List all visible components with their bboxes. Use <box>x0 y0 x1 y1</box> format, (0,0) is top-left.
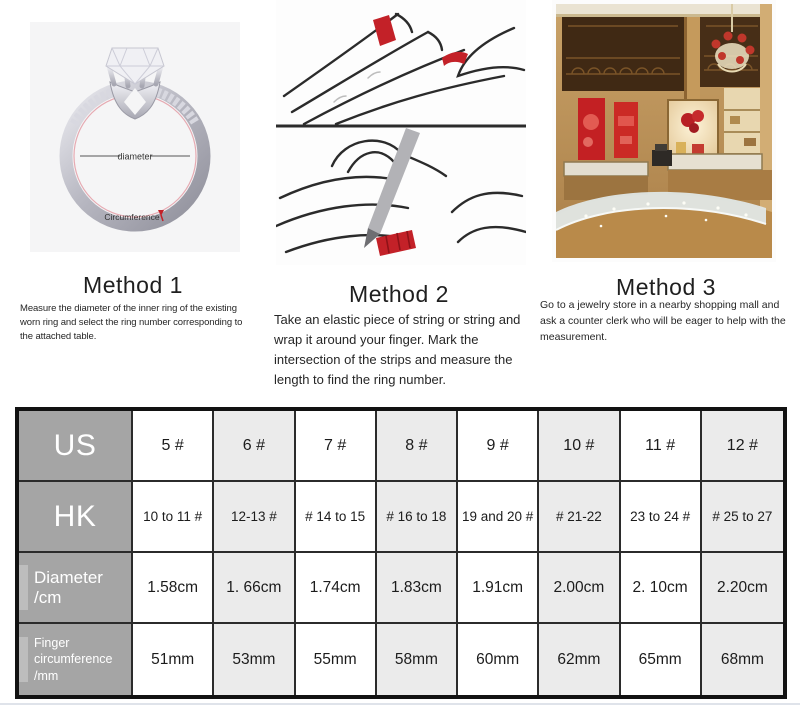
method-2-panel <box>266 0 532 400</box>
hands-drawing-svg <box>276 0 526 265</box>
display-niche <box>668 100 718 158</box>
ring-diameter-illustration <box>30 22 240 252</box>
method-3-title: Method 3 <box>616 274 716 300</box>
method-1-title: Method 1 <box>83 272 183 298</box>
table-cell: 19 and 20 # <box>458 482 539 553</box>
table-cell: 8 # <box>377 411 458 482</box>
table-cell: 12 # <box>702 411 783 482</box>
table-cell: 65mm <box>621 624 702 695</box>
table-cell: 23 to 24 # <box>621 482 702 553</box>
diameter-label: diameter <box>117 151 153 162</box>
table-cell: 9 # <box>458 411 539 482</box>
method-2-description: Take an elastic piece of string or string and wrap it around your finger. Mark the intersection of the strips and measure the length to find the ring number. <box>274 312 521 388</box>
table-cell: 7 # <box>296 411 377 482</box>
table-cell: # 14 to 15 <box>296 482 377 553</box>
table-cell: 2.00cm <box>539 553 620 624</box>
table-cell: 12-13 # <box>214 482 295 553</box>
table-cell: 11 # <box>621 411 702 482</box>
table-cell: 5 # <box>133 411 214 482</box>
table-cell: 58mm <box>377 624 458 695</box>
method-3-panel <box>532 0 800 400</box>
table-cell: 2.20cm <box>702 553 783 624</box>
table-cell: 1.91cm <box>458 553 539 624</box>
bottom-divider <box>0 703 800 705</box>
row-label-diameter: Diameter /cm <box>19 553 133 624</box>
method-1-panel <box>0 0 266 400</box>
method-1-description: Measure the diameter of the inner ring of the existing worn ring and select the ring number corresponding to the attached table. <box>20 303 243 342</box>
table-cell: # 21-22 <box>539 482 620 553</box>
table-cell: 1. 66cm <box>214 553 295 624</box>
table-cell: 53mm <box>214 624 295 695</box>
table-cell: # 16 to 18 <box>377 482 458 553</box>
table-cell: 62mm <box>539 624 620 695</box>
jewelry-store-photo <box>556 4 772 258</box>
table-cell: 1.74cm <box>296 553 377 624</box>
row-label-finger-circumference: Finger circumference /mm <box>19 624 133 695</box>
table-cell: # 25 to 27 <box>702 482 783 553</box>
table-cell: 1.58cm <box>133 553 214 624</box>
table-cell: 2. 10cm <box>621 553 702 624</box>
curved-glass-case <box>556 192 772 258</box>
row-label-us: US <box>19 411 133 482</box>
table-cell: 1.83cm <box>377 553 458 624</box>
method-3-description: Go to a jewelry store in a nearby shopping mall and ask a counter clerk who will be eager to help with the measurement. <box>540 299 786 343</box>
table-cell: 10 to 11 # <box>133 482 214 553</box>
store-photo-svg <box>556 4 772 258</box>
table-cell: 10 # <box>539 411 620 482</box>
table-cell: 6 # <box>214 411 295 482</box>
ring-size-table <box>15 407 787 699</box>
ring-photo-svg <box>30 22 240 252</box>
table-cell: 60mm <box>458 624 539 695</box>
circumference-label: Circumference <box>104 212 160 222</box>
row-label-hk: HK <box>19 482 133 553</box>
table-cell: 51mm <box>133 624 214 695</box>
method-2-title: Method 2 <box>349 281 449 307</box>
table-cell: 55mm <box>296 624 377 695</box>
table-cell: 68mm <box>702 624 783 695</box>
string-measure-illustration <box>276 0 526 265</box>
